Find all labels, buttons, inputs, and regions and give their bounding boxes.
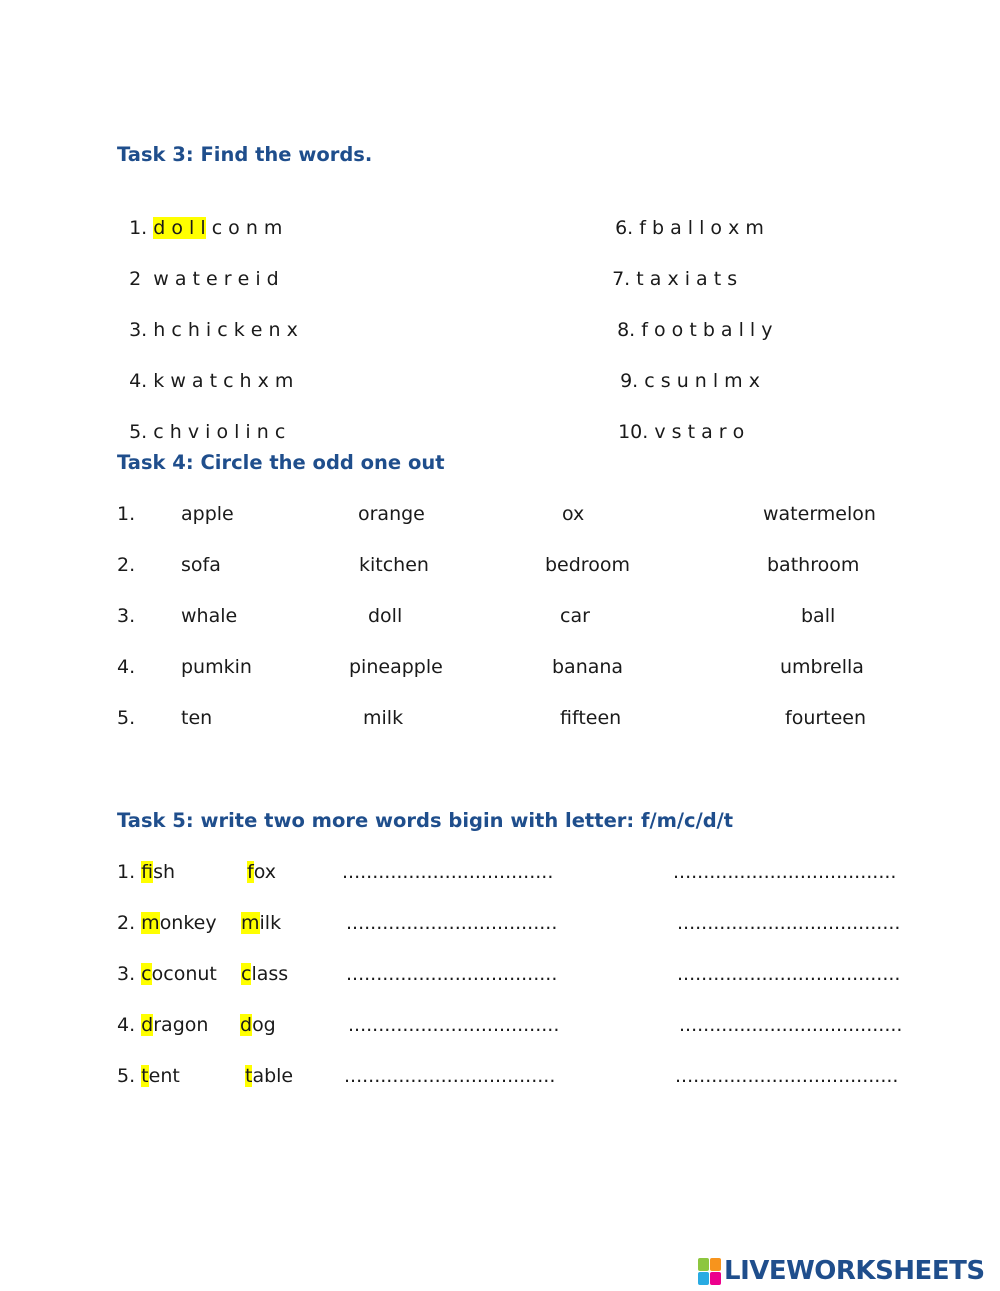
letters: v s t a r o	[654, 421, 745, 443]
example-word-1: 4. dragon	[117, 1014, 209, 1036]
task3-item-9	[608, 348, 760, 392]
letters: t a x i a t s	[636, 268, 738, 290]
choice-word[interactable]: pumkin	[181, 656, 252, 678]
answer-blank-2[interactable]: .....................................	[675, 1065, 899, 1087]
choice-word[interactable]: kitchen	[359, 554, 429, 576]
choice-word[interactable]: apple	[181, 503, 234, 525]
logo-square	[698, 1272, 709, 1285]
example-word-1: 5. tent	[117, 1065, 180, 1087]
answer-blank-1[interactable]: ...................................	[348, 1014, 560, 1036]
choice-word[interactable]: bedroom	[545, 554, 630, 576]
found-word-highlight: d o l l	[153, 217, 206, 239]
choice-word[interactable]: ox	[562, 503, 585, 525]
logo-square	[710, 1272, 721, 1285]
task3-item-2	[117, 246, 279, 290]
example-word-1: 2. monkey	[117, 912, 217, 934]
task3-item-10	[606, 399, 744, 443]
choice-word[interactable]: bathroom	[767, 554, 860, 576]
example-word-2: dog	[240, 1014, 276, 1036]
letters: c s u n l m x	[644, 370, 760, 392]
choice-word[interactable]: car	[560, 605, 590, 627]
answer-blank-2[interactable]: .....................................	[673, 861, 897, 883]
choice-word[interactable]: pineapple	[349, 656, 443, 678]
item-number: 7.	[612, 268, 631, 290]
item-number: 9.	[620, 370, 639, 392]
example-word-2: fox	[247, 861, 276, 883]
answer-blank-2[interactable]: .....................................	[679, 1014, 903, 1036]
letters: c h v i o l i n c	[153, 421, 286, 443]
task3-item-1	[117, 195, 282, 239]
item-number: 10.	[618, 421, 649, 443]
task4-title: Task 4: Circle the odd one out	[117, 451, 445, 474]
example-word-1: 1. fish	[117, 861, 176, 883]
item-number: 5.	[129, 421, 148, 443]
choice-word[interactable]: milk	[363, 707, 404, 729]
row-number: 3.	[117, 605, 136, 627]
item-number: 4.	[129, 370, 148, 392]
logo-square	[710, 1258, 721, 1271]
choice-word[interactable]: sofa	[181, 554, 221, 576]
task5-title: Task 5: write two more words bigin with letter: f/m/c/d/t	[117, 809, 734, 832]
task3-item-8	[605, 297, 773, 341]
letters: f o o t b a l l y	[641, 319, 773, 341]
row-number: 1.	[117, 503, 136, 525]
answer-blank-1[interactable]: ...................................	[344, 1065, 556, 1087]
choice-word[interactable]: doll	[368, 605, 403, 627]
task3-item-4	[117, 348, 293, 392]
letters: k w a t c h x m	[153, 370, 294, 392]
item-number: 6.	[615, 217, 634, 239]
answer-blank-2[interactable]: .....................................	[677, 912, 901, 934]
letters: c o n m	[205, 217, 283, 239]
task3-item-3	[117, 297, 298, 341]
item-number: 2	[129, 268, 142, 290]
answer-blank-1[interactable]: ...................................	[342, 861, 554, 883]
answer-blank-1[interactable]: ...................................	[346, 912, 558, 934]
task3-item-5	[117, 399, 285, 443]
example-word-2: class	[241, 963, 289, 985]
choice-word[interactable]: fourteen	[785, 707, 867, 729]
task3-title: Task 3: Find the words.	[117, 143, 373, 166]
logo-icon	[698, 1258, 721, 1285]
answer-blank-2[interactable]: .....................................	[677, 963, 901, 985]
row-number: 4.	[117, 656, 136, 678]
letters: f b a l l o x m	[639, 217, 764, 239]
task3-item-7	[600, 246, 737, 290]
choice-word[interactable]: banana	[552, 656, 624, 678]
item-number: 1.	[129, 217, 148, 239]
answer-blank-1[interactable]: ...................................	[346, 963, 558, 985]
choice-word[interactable]: fifteen	[560, 707, 622, 729]
letters: h c h i c k e n x	[153, 319, 298, 341]
choice-word[interactable]: ten	[181, 707, 213, 729]
example-word-2: milk	[241, 912, 282, 934]
example-word-2: table	[245, 1065, 294, 1087]
liveworksheets-logo	[698, 1256, 985, 1286]
logo-square	[698, 1258, 709, 1271]
choice-word[interactable]: orange	[358, 503, 425, 525]
letters: w a t e r e i d	[153, 268, 279, 290]
logo-text: LIVEWORKSHEETS	[724, 1256, 985, 1286]
choice-word[interactable]: ball	[801, 605, 836, 627]
choice-word[interactable]: whale	[181, 605, 238, 627]
choice-word[interactable]: watermelon	[763, 503, 876, 525]
row-number: 5.	[117, 707, 136, 729]
item-number: 8.	[617, 319, 636, 341]
item-number: 3.	[129, 319, 148, 341]
choice-word[interactable]: umbrella	[780, 656, 864, 678]
example-word-1: 3. coconut	[117, 963, 217, 985]
row-number: 2.	[117, 554, 136, 576]
task3-item-6	[603, 195, 764, 239]
